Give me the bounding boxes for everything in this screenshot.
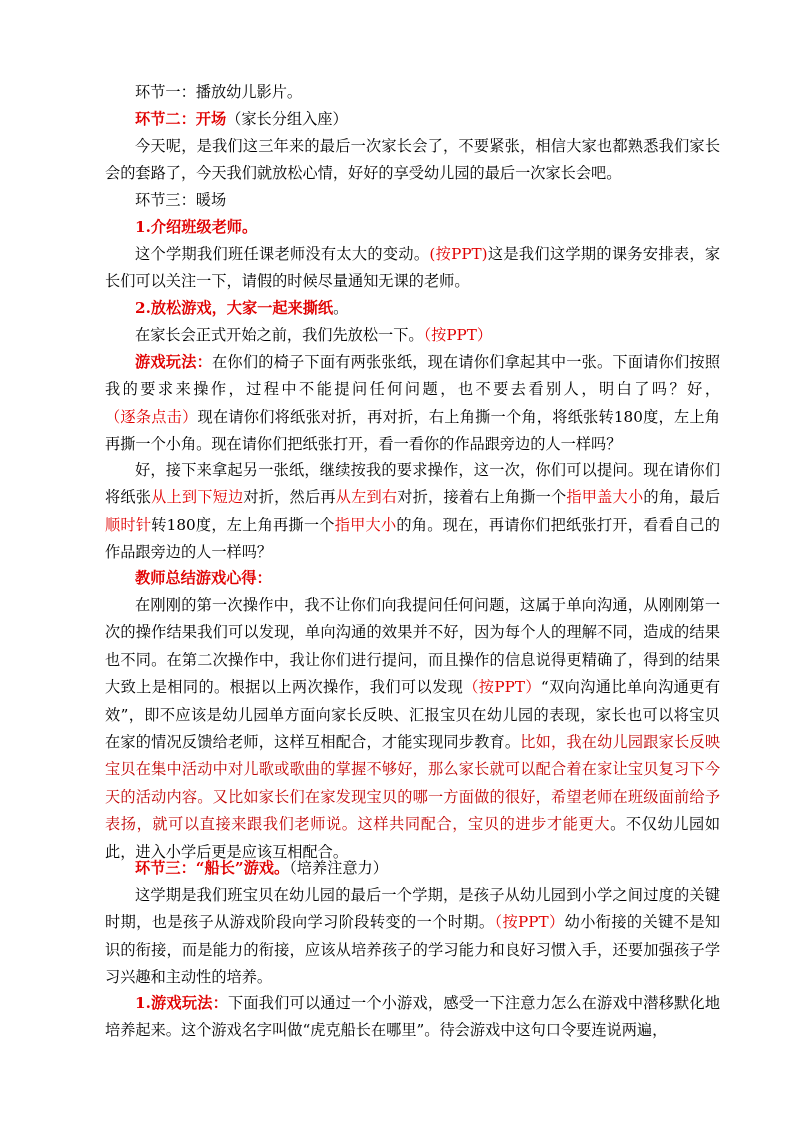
text-run: 2.放松游戏，大家一起来撕纸 [135,299,334,317]
paragraph [105,133,720,188]
text-run: 环节二：开场 [135,110,227,128]
paragraph [105,457,720,567]
section-heading [105,855,720,882]
text-run: 下面我们可以通过一个小游戏，感受一下注意力怎么在游戏中潜移默化地培养起来。这个游戏名字叫做“虎克船长在哪里”。待会游戏中这句口令要连说两遍， [105,994,721,1040]
sub-heading [105,565,720,592]
paragraph [105,990,720,1045]
text-run: 教师总结游戏心得： [135,569,272,587]
paragraph [105,882,720,992]
paragraph [105,592,720,866]
text-run: 环节一：播放幼儿影片。 [135,83,303,101]
text-run: 在家长会正式开始之前，我们先放松一下。 [135,326,424,344]
text-run: 环节三：“船长”游戏。 [135,859,290,877]
paragraph [105,349,720,459]
text-run: （按PPT） [463,678,541,697]
text-run: 在刚刚的第一次操作中，我不让你们向我提问任何问题，这属于单向沟通，从刚刚第一次的操作结果我们可以发现，单向沟通的效果并不好，因为每个人的理解不同，造成的结果也不同。在第二次操作中，我让你们进行提问，而且操作的信息说得更精确了，得到的结果大致上是相同的。根据以上两次操作，我们可以发现 [105,596,720,697]
text-run: 对折，然后再 [243,488,336,507]
text-run: （按PPT） [423,326,493,344]
text-run: 今天呢，是我们这三年来的最后一次家长会了，不要紧张，相信大家也都熟悉我们家长会的套路了，今天我们就放松心情，好好的享受幼儿园的最后一次家长会吧。 [105,137,720,183]
sub-heading [105,214,720,241]
text-run: 转180度，左上角再撕一个 [151,515,335,534]
text-run: 游戏玩法： [135,353,213,371]
text-run: 从左到右 [335,488,398,507]
section-heading [105,106,720,133]
text-run: 幼小衔接的关键不是知识的衔接，而是能力的衔接，应该从培养孩子的学习能力和良好习惯入手，还要加强孩子学习兴趣和主动性的培养。 [105,913,721,987]
text-run: 对折，接着右上角撕一个 [397,488,567,507]
sub-heading [105,295,720,322]
text-run: 从上到下短边 [151,488,244,507]
text-run: （培养注意力） [289,859,388,877]
text-run: 的角。现在，再请你们把纸张打开，看看自己的作品跟旁边的人一样吗？ [105,515,720,562]
text-run: 比如，我在幼儿园跟家长反映宝贝在集中活动中对儿歌或歌曲的掌握不够好，那么家长就可以配合着在家让宝贝复习下今天的活动内容。又比如家长们在家发现宝贝的哪一方面做的很好，希望老师在班级面前给予表扬，就可以直接来跟我们老师说。这样共同配合，宝贝的进步才能更大 [105,733,721,834]
text-run: 好，接下来拿起另一张纸，继续按我的要求操作，这一次，你们可以提问。现在请你们将纸张 [105,461,720,507]
section-heading [105,187,720,214]
paragraph [105,322,720,349]
text-run: 在你们的椅子下面有两张张纸，现在请你们拿起其中一张。下面请你们按照我的要求来操作，过程中不能提问任何问题，也不要去看别人，明白了吗？好， [105,353,721,399]
text-run: 这个学期我们班任课老师没有太大的变动。 [135,245,430,263]
text-run: “双向沟通比单向沟通更有效”，即不应该是幼儿园单方面向家长反映、汇报宝贝在幼儿园的表现，家长也可以将宝贝在家的情况反馈给老师，这样互相配合，才能实现同步教育。 [105,678,721,752]
text-run: 顺时针 [105,515,152,534]
text-run: 现在请你们将纸张对折，再对折，右上角撕一个角，将纸张转180度，左上角再撕一个小角。现在请你们把纸张打开，看一看你的作品跟旁边的人一样吗？ [105,407,720,454]
paragraph [105,241,720,296]
text-run: 指甲盖大小 [566,488,644,507]
text-run: （按PPT） [494,913,565,932]
text-run: 1.游戏玩法： [135,994,228,1012]
text-run: 。不仅幼儿园如此，进入小学后更是应该互相配合。 [105,815,721,861]
text-run: 的角，最后 [643,488,721,507]
text-run: 。 [333,299,349,317]
text-run: 指甲大小 [334,515,397,534]
text-run: 这学期是我们班宝贝在幼儿园的最后一个学期，是孩子从幼儿园到小学之间过度的关键时期，也是孩子从游戏阶段向学习阶段转变的一个时期。 [105,886,720,932]
text-run: 1.介绍班级老师。 [135,218,258,236]
text-run: (按PPT) [429,245,488,263]
text-run: 环节三：暖场 [135,191,227,209]
text-run: （家长分组入座） [226,110,348,128]
text-run: 这是我们这学期的课务安排表，家长们可以关注一下，请假的时候尽量通知无课的老师。 [105,245,721,291]
text-run: （逐条点击） [105,407,198,426]
paragraph [105,79,720,106]
